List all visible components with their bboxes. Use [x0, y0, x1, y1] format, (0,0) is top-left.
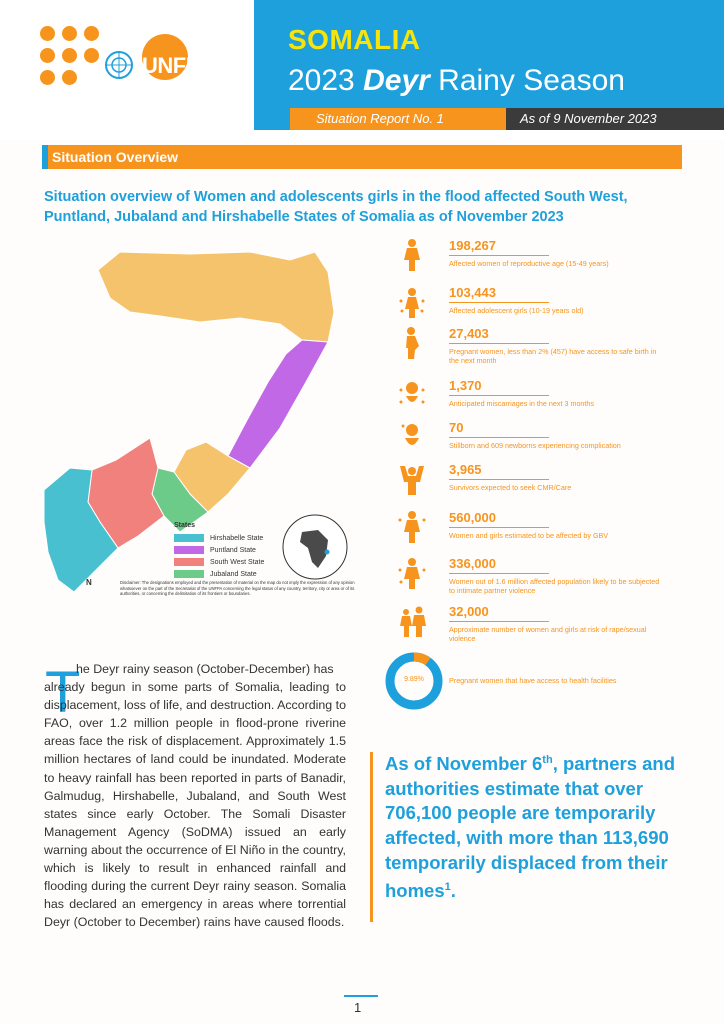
body-first-line: he Deyr rainy season (October-December) has: [76, 662, 334, 676]
season-title: [288, 64, 625, 98]
legend-item: [174, 558, 264, 566]
miscarriage-icon: [397, 378, 427, 412]
legend-item: [174, 570, 257, 578]
legend-item: [174, 546, 256, 554]
sitrep-label: Situation Report No. 1: [290, 108, 506, 130]
stat-number: 3,965: [449, 462, 482, 477]
hands-up-icon: [397, 462, 427, 496]
stat-description: Anticipated miscarriages in the next 3 months: [449, 399, 595, 408]
un-emblem-icon: [104, 50, 134, 80]
donut-value: 9.89%: [404, 676, 424, 683]
quote-footnote-ref: 1: [444, 881, 451, 894]
country-title: SOMALIA: [288, 24, 421, 55]
donut-description: Pregnant women that have access to health facilities: [449, 676, 617, 685]
woman-icon: [397, 238, 427, 272]
quote-bar: [370, 752, 373, 922]
stat-divider: [449, 621, 549, 622]
body-text: already begun in some parts of Somalia, leading to displacement, loss of life, and destruction. According to FAO, over 1.2 million people in flood-prone riverine areas face the risk of displacement. Approximately 1.5 million hectares of land could be inundated. Moderate to heavy rainfall has been reported in parts of Banadir, Galmudug, Hirshabelle, Jubaland, and South West states since early October. The Somali Disaster Management Agency (SoDMA) issued an early warning about the occurrence of El Niño in the country, which is likely to result in enhanced rainfall and flooding during the current Deyr rainy season. Somalia has declared an emergency in areas where torrential Deyr (October to December) rains have caused floods.: [44, 680, 346, 930]
footer-line: [344, 995, 378, 997]
quote-text: As of November 6: [385, 753, 543, 775]
stat-divider: [449, 437, 549, 438]
legend-label: Hirshabelle State: [210, 534, 264, 542]
title-year: 2023: [288, 64, 355, 97]
legend-swatch: [174, 558, 204, 566]
legend-label: Jubaland State: [210, 570, 257, 578]
stat-number: 70: [449, 420, 464, 435]
violence-icon: [397, 556, 427, 590]
globe-inset-icon: [280, 512, 350, 582]
map-region-north: [98, 252, 334, 342]
map-region-puntland: [228, 340, 328, 468]
pregnant-woman-icon: [397, 326, 427, 360]
quote-text: .: [450, 880, 456, 902]
stat-number: 27,403: [449, 326, 489, 341]
stat-divider: [449, 255, 549, 256]
north-arrow-icon: N: [86, 578, 92, 587]
stat-divider: [449, 343, 549, 344]
page-number: 1: [354, 1000, 362, 1015]
legend-swatch: [174, 570, 204, 578]
overview-title: Situation overview of Women and adolescents girls in the flood affected South West, Puntland, Jubaland and Hirshabelle States of Somalia as of November 2023: [44, 189, 628, 225]
unfpa-dots-logo: [40, 26, 112, 86]
section-title: Situation Overview: [52, 149, 179, 165]
stat-description: Pregnant women, less than 2% (457) have access to safe birth in the next month: [449, 347, 657, 365]
stat-divider: [449, 479, 549, 480]
stat-number: 560,000: [449, 510, 496, 525]
legend-label: South West State: [210, 558, 265, 566]
stat-description: Affected adolescent girls (10-19 years old): [449, 306, 584, 315]
body-paragraph: [44, 660, 346, 931]
legend-swatch: [174, 546, 204, 554]
as-of-date: As of 9 November 2023: [506, 108, 724, 130]
quote-sup: th: [542, 754, 553, 766]
title-deyr: Deyr: [363, 64, 430, 97]
quote-text: , partners and authorities estimate that over 706,100 people are temporarily affected, with more than 113,690 temporarily displaced from their homes: [385, 753, 676, 902]
women-group-icon: [397, 604, 427, 638]
stat-description: Women out of 1.6 million affected population likely to be subjected to intimate partner violence: [449, 577, 660, 595]
stat-description: Stillborn and 609 newborns experiencing complication: [449, 441, 621, 450]
legend-label: Puntland State: [210, 546, 256, 554]
stat-description: Survivors expected to seek CMR/Care: [449, 483, 572, 492]
stat-number: 336,000: [449, 556, 496, 571]
legend-title: States: [174, 522, 196, 529]
highlight-quote: [385, 748, 685, 904]
stat-description: Women and girls estimated to be affected by GBV: [449, 531, 609, 540]
legend-item: [174, 534, 263, 542]
unfpa-logo-text: UNFPA: [142, 53, 214, 78]
stat-description: Affected women of reproductive age (15-49 years): [449, 259, 609, 268]
stat-number: 198,267: [449, 238, 496, 253]
stat-number: 103,443: [449, 285, 496, 300]
title-rest: Rainy Season: [438, 64, 625, 97]
stat-divider: [449, 302, 549, 303]
stat-divider: [449, 395, 549, 396]
gbv-icon: [397, 510, 427, 544]
stat-description: Approximate number of women and girls at risk of rape/sexual violence: [449, 625, 647, 643]
section-accent: [42, 145, 48, 169]
map-disclaimer: Disclaimer: The designations employed and the presentation of material on the map do not imply the expression of any opinion whatsoever on the part of the Secretariat of the UNFPA concerning the legal status of any country, territory, city or area or of its authorities, or concerning the delimitation of its frontiers or boundaries.: [120, 580, 355, 596]
stat-divider: [449, 573, 549, 574]
legend-swatch: [174, 534, 204, 542]
girl-icon: [397, 285, 427, 319]
drop-cap: T: [45, 660, 81, 725]
newborn-icon: [397, 420, 427, 454]
stat-divider: [449, 527, 549, 528]
stat-number: 1,370: [449, 378, 482, 393]
stat-number: 32,000: [449, 604, 489, 619]
